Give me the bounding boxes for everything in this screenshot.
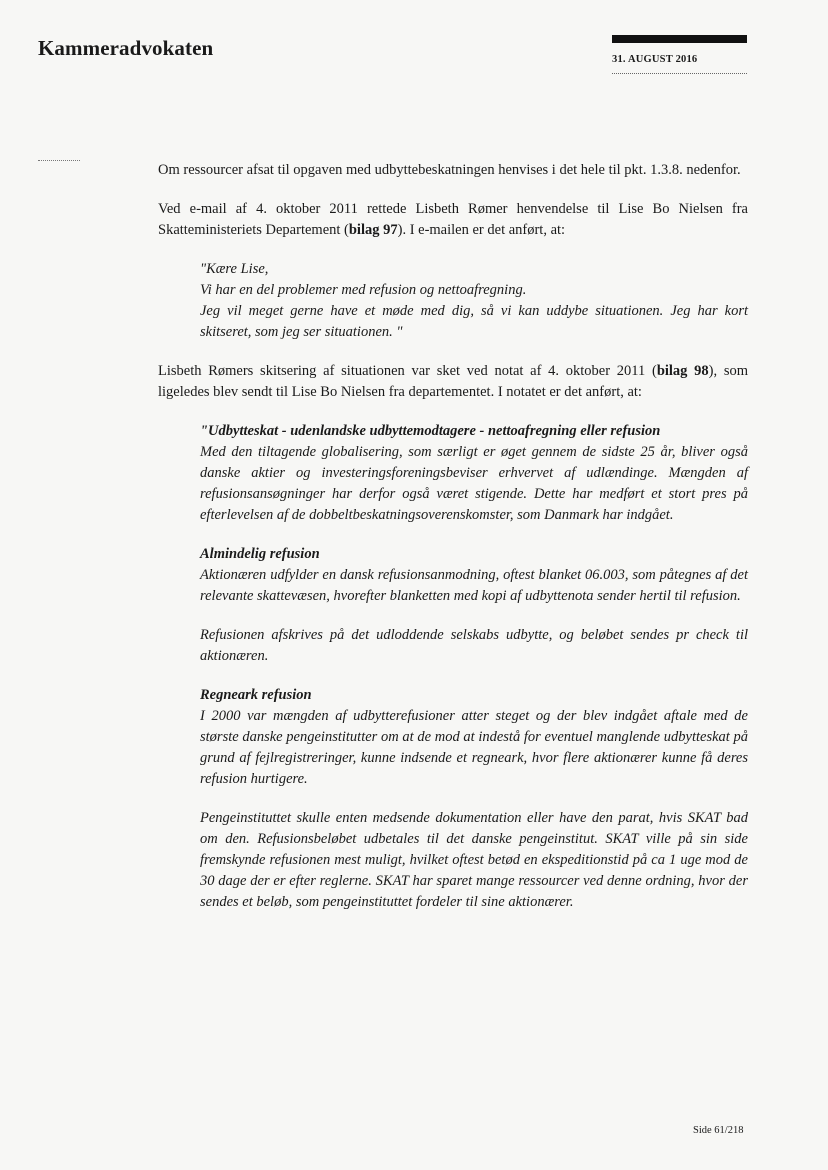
memo-section-almindelig bbox=[200, 544, 748, 607]
paragraph-2-text-b: ). I e-mailen er det anført, at: bbox=[397, 222, 566, 238]
email-line-2: Vi har en del problemer med refusion og nettoafregning. bbox=[200, 282, 527, 298]
paragraph-3-text-b: ), som ligeledes blev sendt til Lise Bo Nielsen fra departementet. I notatet er det anført, at: bbox=[158, 363, 749, 400]
bilag-97-ref: bilag 97 bbox=[348, 222, 398, 238]
paragraph-2-text-a: Ved e-mail af 4. oktober 2011 rettede Lisbeth Rømer henvendelse til Lise Bo Nielsen fra Skatteministeriets Departement ( bbox=[158, 201, 748, 238]
paragraph-2 bbox=[158, 199, 748, 241]
email-quote-body bbox=[200, 259, 748, 343]
email-greeting: "Kære Lise, bbox=[200, 261, 269, 277]
memo-para-regneark: I 2000 var mængden af udbytterefusioner atter steget og der blev indgået aftale med de største danske pengeinstitutter om at de mod at indestå for eventuel manglende udbytteskat på grund af fejlregistreringer, kunne indsende et regneark, hvor flere aktionærer kunne få deres refusion hurtigere. bbox=[200, 708, 748, 787]
memo-heading-regneark: Regneark refusion bbox=[200, 687, 312, 703]
paragraph-1: Om ressourcer afsat til opgaven med udbyttebeskatningen henvises i det hele til pkt. 1.3.8. nedenfor. bbox=[158, 162, 741, 178]
memo-para-almindelig: Aktionæren udfylder en dansk refusionsanmodning, oftest blanket 06.003, som påtegnes af det relevante skattevæsen, hvorefter blanketten med kopi af udbyttenota sender hertil til refusion. bbox=[200, 567, 748, 604]
paragraph-3-text-a: Lisbeth Rømers skitsering af situationen var sket ved notat af 4. oktober 2011 ( bbox=[158, 363, 657, 379]
body-text bbox=[158, 160, 748, 931]
memo-section-regneark bbox=[200, 685, 748, 790]
memo-intro-block bbox=[200, 421, 748, 526]
memo-title: "Udbytteskat - udenlandske udbyttemodtagere - nettoafregning eller refusion bbox=[200, 423, 661, 439]
memo-para-refusion: Refusionen afskrives på det udloddende selskabs udbytte, og beløbet sendes pr check til aktionæren. bbox=[200, 627, 748, 664]
header-bar bbox=[612, 35, 747, 43]
page-number: Side 61/218 bbox=[693, 1125, 744, 1136]
bilag-98-ref: bilag 98 bbox=[656, 363, 709, 379]
memo-heading-almindelig: Almindelig refusion bbox=[200, 546, 320, 562]
memo-para-pengeinstitut: Pengeinstituttet skulle enten medsende dokumentation eller have den parat, hvis SKAT bad om den. Refusionsbeløbet udbetales til det danske pengeinstitut. SKAT ville på sin side fremskynde refusionen mest muligt, hvilket oftest betød en ekspeditionstid på ca 1 uge mod de 30 dage der er efter reglerne. SKAT har sparet mange ressourcer ved denne ordning, hvor der sendes et beløb, som pengeinstituttet fordeler til sine aktionærer. bbox=[200, 810, 748, 910]
memo-intro: Med den tiltagende globalisering, som særligt er øget gennem de sidste 25 år, bliver også danske aktier og investeringsforeningsbeviser erhvervet af udlændinge. Mængden af refusionsansøgninger har derfor også været stigende. Dette har medført et stort pres på efterlevelsen af de dobbeltbeskatningsoverenskomster, som Danmark har indgået. bbox=[200, 444, 748, 523]
date-divider bbox=[612, 73, 747, 74]
paragraph-3 bbox=[158, 361, 748, 403]
email-quote bbox=[200, 259, 748, 343]
memo-quote bbox=[200, 421, 748, 913]
document-date: 31. AUGUST 2016 bbox=[612, 54, 698, 65]
margin-divider bbox=[38, 160, 80, 161]
firm-name: Kammeradvokaten bbox=[38, 36, 214, 60]
email-line-3: Jeg vil meget gerne have et møde med dig, så vi kan uddybe situationen. Jeg har kort skitseret, som jeg ser situationen. " bbox=[200, 303, 748, 340]
